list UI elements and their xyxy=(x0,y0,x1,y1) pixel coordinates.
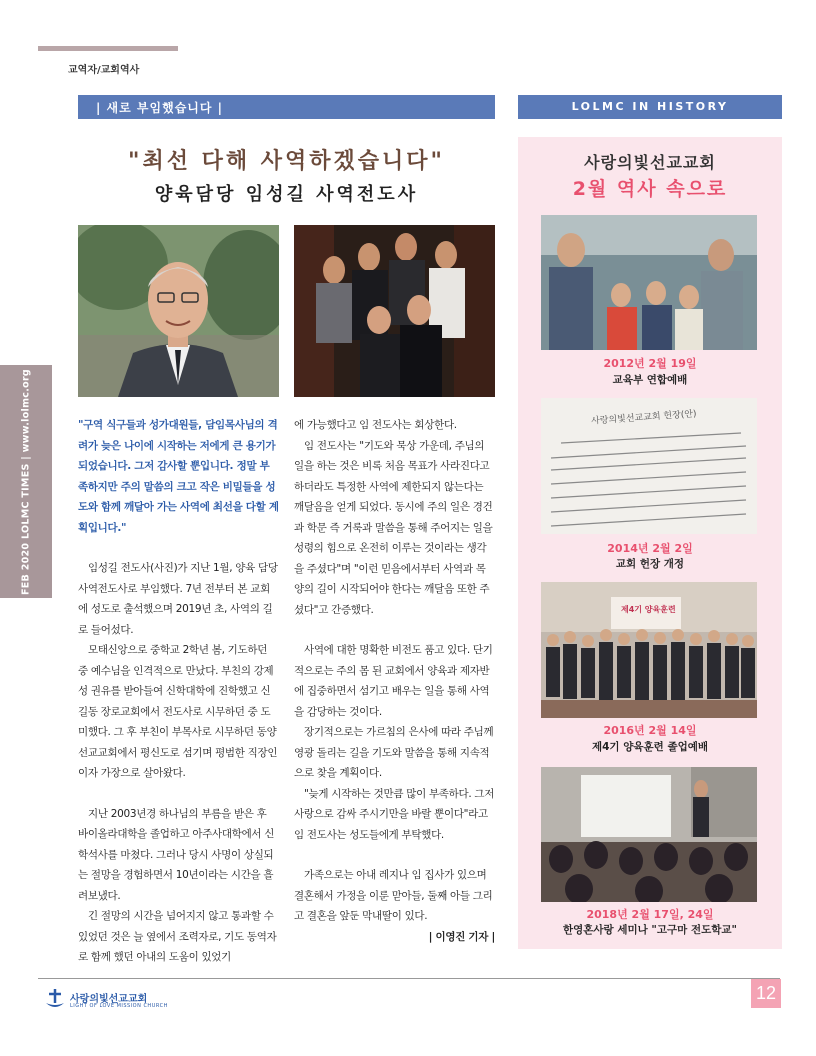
banner-photo-text: 제4기 양육훈련 xyxy=(621,605,676,614)
doc-photo-title: 사랑의빛선교교회 헌장(안) xyxy=(590,409,697,427)
article-paragraph: 사역에 대한 명확한 비전도 품고 있다. 단기적으로는 주의 몸 된 교회에서 양육과 제자반에 집중하면서 섬기고 배우는 일을 통해 사역을 감당하는 것이다. xyxy=(294,644,493,718)
history-title-month: 2월 역사 속으로 xyxy=(572,178,728,200)
article-paragraph: 에 가능했다고 임 전도사는 회상한다. xyxy=(294,419,457,431)
pull-quote: "구역 식구들과 성가대원들, 담임목사님의 격려가 늦은 나이에 시작하는 저에게 큰 용기가 되었습니다. 그저 감사할 뿐입니다. 정말 부족하지만 주의 말씀의 크고 작은 비밀들을 성도와 함께 깨달아 가는 사역에 최선을 다할 계획입니다." xyxy=(78,419,279,534)
history-title-church: 사랑의빛선교교회 xyxy=(584,153,716,172)
article-paragraph: 긴 절망의 시간을 넘어지지 않고 통과할 수 있었던 것은 늘 옆에서 조력자로, 기도 동역자로 함께 했던 아내의 도움이 있었기 xyxy=(78,910,277,963)
article-band xyxy=(78,95,495,119)
history-caption: 교육부 연합예배 xyxy=(612,374,688,386)
article-column-1 xyxy=(78,415,279,968)
article-band-label: | 새로 부임했습니다 | xyxy=(96,101,224,115)
history-caption: 교회 헌장 개정 xyxy=(615,558,685,570)
history-photo-3 xyxy=(541,582,757,718)
portrait-photo xyxy=(78,225,279,397)
article-paragraph: "늦게 시작하는 것만큼 많이 부족하다. 그저 사랑으로 감싸 주시기만을 바랄 뿐이다"라고 임 전도사는 성도들에게 부탁했다. xyxy=(294,787,495,841)
article-paragraph: 모태신앙으로 중학교 2학년 봄, 기도하던 중 예수님을 인격적으로 만났다. 부친의 강제성 권유를 받아들여 신학대학에 진학했고 신길동 장로교회에서 전도사로 시무하던 중 도미했다. 그 후 부친이 부목사로 시무하던 동양선교교회에서 평신도로 섬기며 평범한 직장인이자 가장으로 살아왔다. xyxy=(78,644,278,779)
section-label: 교역자/교회역사 xyxy=(68,65,140,76)
history-band xyxy=(518,95,782,119)
article-paragraph: 임성길 전도사(사진)가 지난 1월, 양육 담당 사역전도사로 부임했다. 7년 전부터 본 교회에 성도로 출석했으며 2019년 초, 사역의 길로 들어섰다. xyxy=(78,562,278,636)
history-photo-1 xyxy=(541,215,757,350)
history-caption: 한영혼사랑 세미나 "고구마 전도학교" xyxy=(562,924,738,936)
byline: | 이영진 기자 | xyxy=(428,930,495,943)
article-column-2 xyxy=(294,415,495,947)
history-photo-4 xyxy=(541,767,757,902)
history-date: 2012년 2월 19일 xyxy=(603,357,697,370)
history-date: 2014년 2월 2일 xyxy=(607,542,693,555)
history-photo-2 xyxy=(541,398,757,534)
history-date: 2018년 2월 17일, 24일 xyxy=(586,908,714,921)
article-paragraph: 가족으로는 아내 레지나 임 집사가 있으며 결혼해서 가정을 이룬 맏아들, 둘째 아들 그리고 결혼을 앞둔 막내딸이 있다. xyxy=(294,869,493,922)
article-paragraph: 지난 2003년경 하나님의 부름을 받은 후 바이올라대학을 졸업하고 아주사대학에서 신학석사를 마쳤다. 그러나 당시 사명이 상실되는 절망을 경험하면서 10년이라는 시간을 흘려보냈다. xyxy=(78,807,275,902)
article-subhead: 양육담당 임성길 사역전도사 xyxy=(154,184,419,205)
footer-rule xyxy=(38,978,780,979)
church-logo-subtitle: LIGHT OF LOVE MISSION CHURCH xyxy=(70,1003,168,1009)
family-photo xyxy=(294,225,495,397)
top-rule xyxy=(38,46,178,51)
page-number: 12 xyxy=(751,979,781,1008)
church-logo-name: 사랑의빛선교교회 xyxy=(70,994,148,1005)
article-paragraph: 장기적으로는 가르침의 은사에 따라 주님께 영광 돌리는 길을 기도와 말씀을 통해 지속적으로 찾을 계획이다. xyxy=(294,726,494,779)
history-band-label: LOLMC IN HISTORY xyxy=(571,100,729,113)
church-logo-icon xyxy=(46,989,64,1009)
side-tab-text: FEB 2020 LOLMC TIMES | www.lolmc.org xyxy=(20,368,32,596)
history-date: 2016년 2월 14일 xyxy=(603,724,697,737)
article-headline: "최선 다해 사역하겠습니다" xyxy=(127,149,445,174)
history-caption: 제4기 양육훈련 졸업예배 xyxy=(591,741,709,753)
article-paragraph: 임 전도사는 "기도와 묵상 가운데, 주님의 일을 하는 것은 비록 처음 목표가 사라진다고 하더라도 특정한 사역에 제한되지 않는다는 깨달음을 얻게 되었다. 동시에 주의 일은 경건과 학문 즉 거룩과 말씀을 통해 주어지는 일을 성령의 힘으로 온전히 이루는 것이라는 생각을 주셨다"며 "이런 믿음에서부터 사역과 목양의 길이 시작되어야 한다는 깨달음 또한 주셨다"고 간증했다. xyxy=(294,439,493,616)
